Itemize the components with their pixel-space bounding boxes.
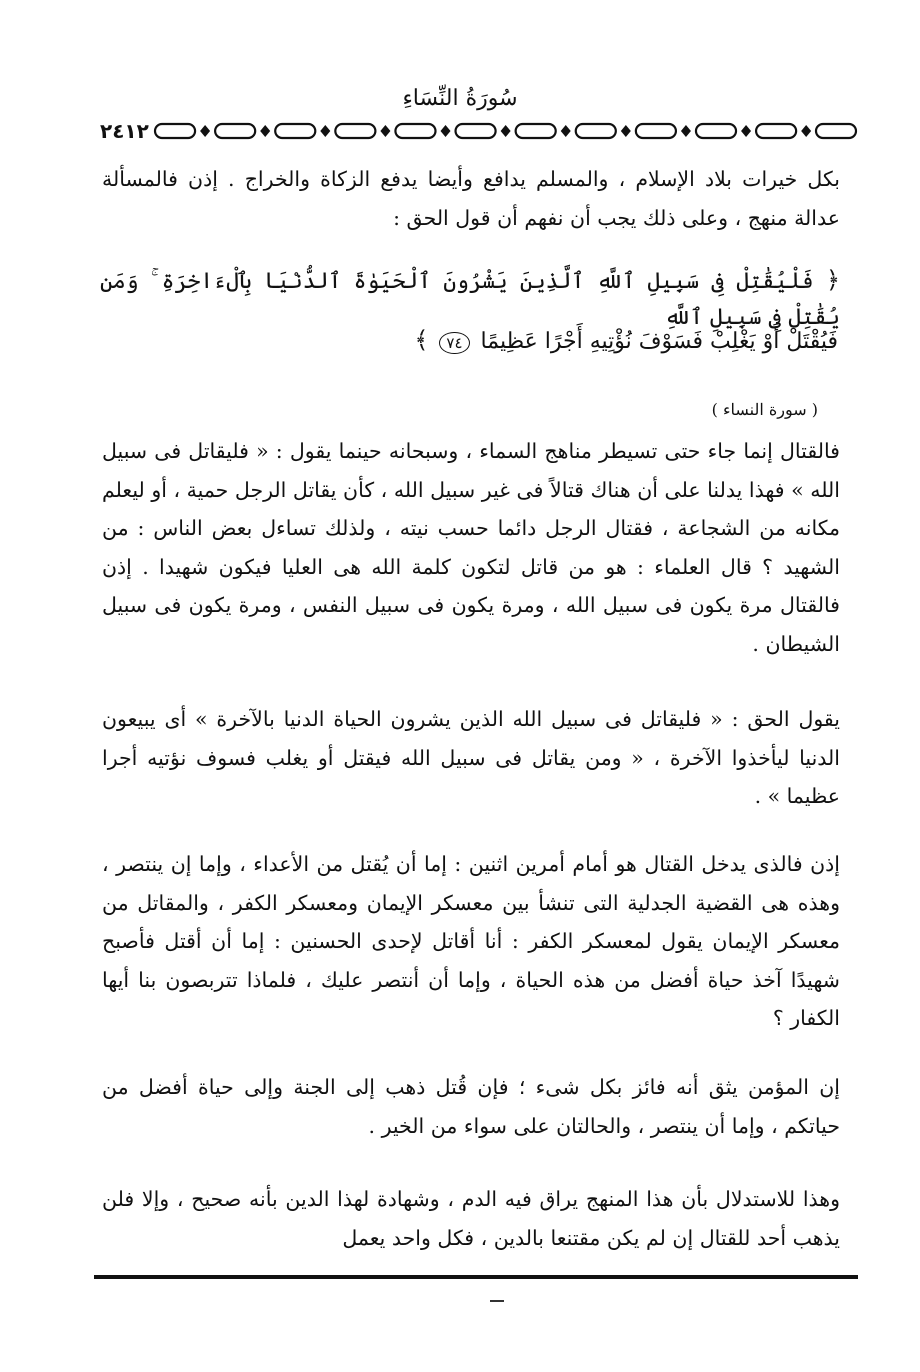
verse-open-ornament: ﴿	[825, 266, 840, 294]
quran-verse-line-1	[100, 262, 840, 336]
paragraph-2: يقول الحق : « فليقاتل فى سبيل الله الذين يشرون الحياة الدنيا بالآخرة » أى يبيعون الدنيا ليأخذوا الآخرة ، « ومن يقاتل فى سبيل الله فيقتل أو يغلب فسوف نؤتيه أجرا عظيما » .	[102, 707, 840, 808]
paragraph-1: فالقتال إنما جاء حتى تسيطر مناهج السماء ، وسبحانه حينما يقول : « فليقاتل فى سبيل الله » فهذا يدلنا على أن هناك قتالاً فى غير سبيل الله ، كأن يقاتل الرجل حمية ، أو ليعلم مكانه من الشجاعة ، فقتال الرجل دائما حسب نيته ، ولذلك تساءل بعض الناس : من الشهيد ؟ قال العلماء : هو من قاتل لتكون كلمة الله هى العليا فيكون شهيدا . إذن فالقتال مرة يكون فى سبيل الله ، ومرة يكون فى سبيل النفس ، ومرة يكون فى سبيل الشيطان .	[102, 439, 840, 656]
surah-reference: ( سورة النساء )	[711, 400, 818, 419]
decorative-chain-border	[96, 118, 858, 144]
chain-end-icon	[814, 118, 858, 144]
surah-title: سُورَةُ النِّسَاءِ	[402, 86, 518, 111]
verse-text-line-2: فَيُقْتَلْ أَوْ يَغْلِبْ فَسَوْفَ نُؤْتِيهِ أَجْرًا عَظِيمًا	[480, 329, 838, 354]
quran-verse-line-2	[414, 326, 838, 354]
footer-mark	[490, 1300, 504, 1302]
footer-rule	[94, 1275, 858, 1279]
verse-text-line-1: فَلْيُقَٰتِلْ فِى سَبِيلِ ٱللَّهِ ٱلَّذِينَ يَشْرُونَ ٱلْحَيَوٰةَ ٱلدُّنْيَا بِٱلْءَاخِرَةِ ۚ وَمَن يُقَٰتِلْ فِى سَبِيلِ ٱللَّهِ	[100, 269, 840, 330]
chain-ornament-icon	[153, 118, 814, 144]
page-number: ٢٤١٢	[100, 119, 149, 143]
verse-close-ornament: ﴾	[414, 326, 429, 354]
paragraph-4: إن المؤمن يثق أنه فائز بكل شىء ؛ فإن قُتل ذهب إلى الجنة وإلى حياة أفضل من حياتكم ، وإما أن ينتصر ، والحالتان على سواء من الخير .	[102, 1075, 840, 1138]
paragraph-3: إذن فالذى يدخل القتال هو أمام أمرين اثنين : إما أن يُقتل من الأعداء ، وإما إن ينتصر ، وهذه هى القضية الجدلية التى تنشأ بين معسكر الإيمان ومعسكر الكفر ، والمقاتل من معسكر الإيمان يقول لمعسكر الكفر : أنا أقاتل لإحدى الحسنين : إما أن أقتل فأصبح شهيدًا آخذ حياة أفضل من هذه الحياة ، وإما أن أنتصر عليك ، فلماذا تتربصون بنا أيها الكفار ؟	[102, 852, 840, 1030]
intro-paragraph: بكل خيرات بلاد الإسلام ، والمسلم يدافع وأيضا يدفع الزكاة والخراج . إذن فالمسألة عدالة منهج ، وعلى ذلك يجب أن نفهم أن قول الحق :	[102, 167, 840, 230]
ayah-number-badge: ٧٤	[439, 332, 469, 354]
paragraph-5: وهذا للاستدلال بأن هذا المنهج يراق فيه الدم ، وشهادة لهذا الدين بأنه صحيح ، وإلا فلن يذهب أحد للقتال إن لم يكن مقتنعا بالدين ، فكل واحد يعمل	[102, 1187, 840, 1250]
